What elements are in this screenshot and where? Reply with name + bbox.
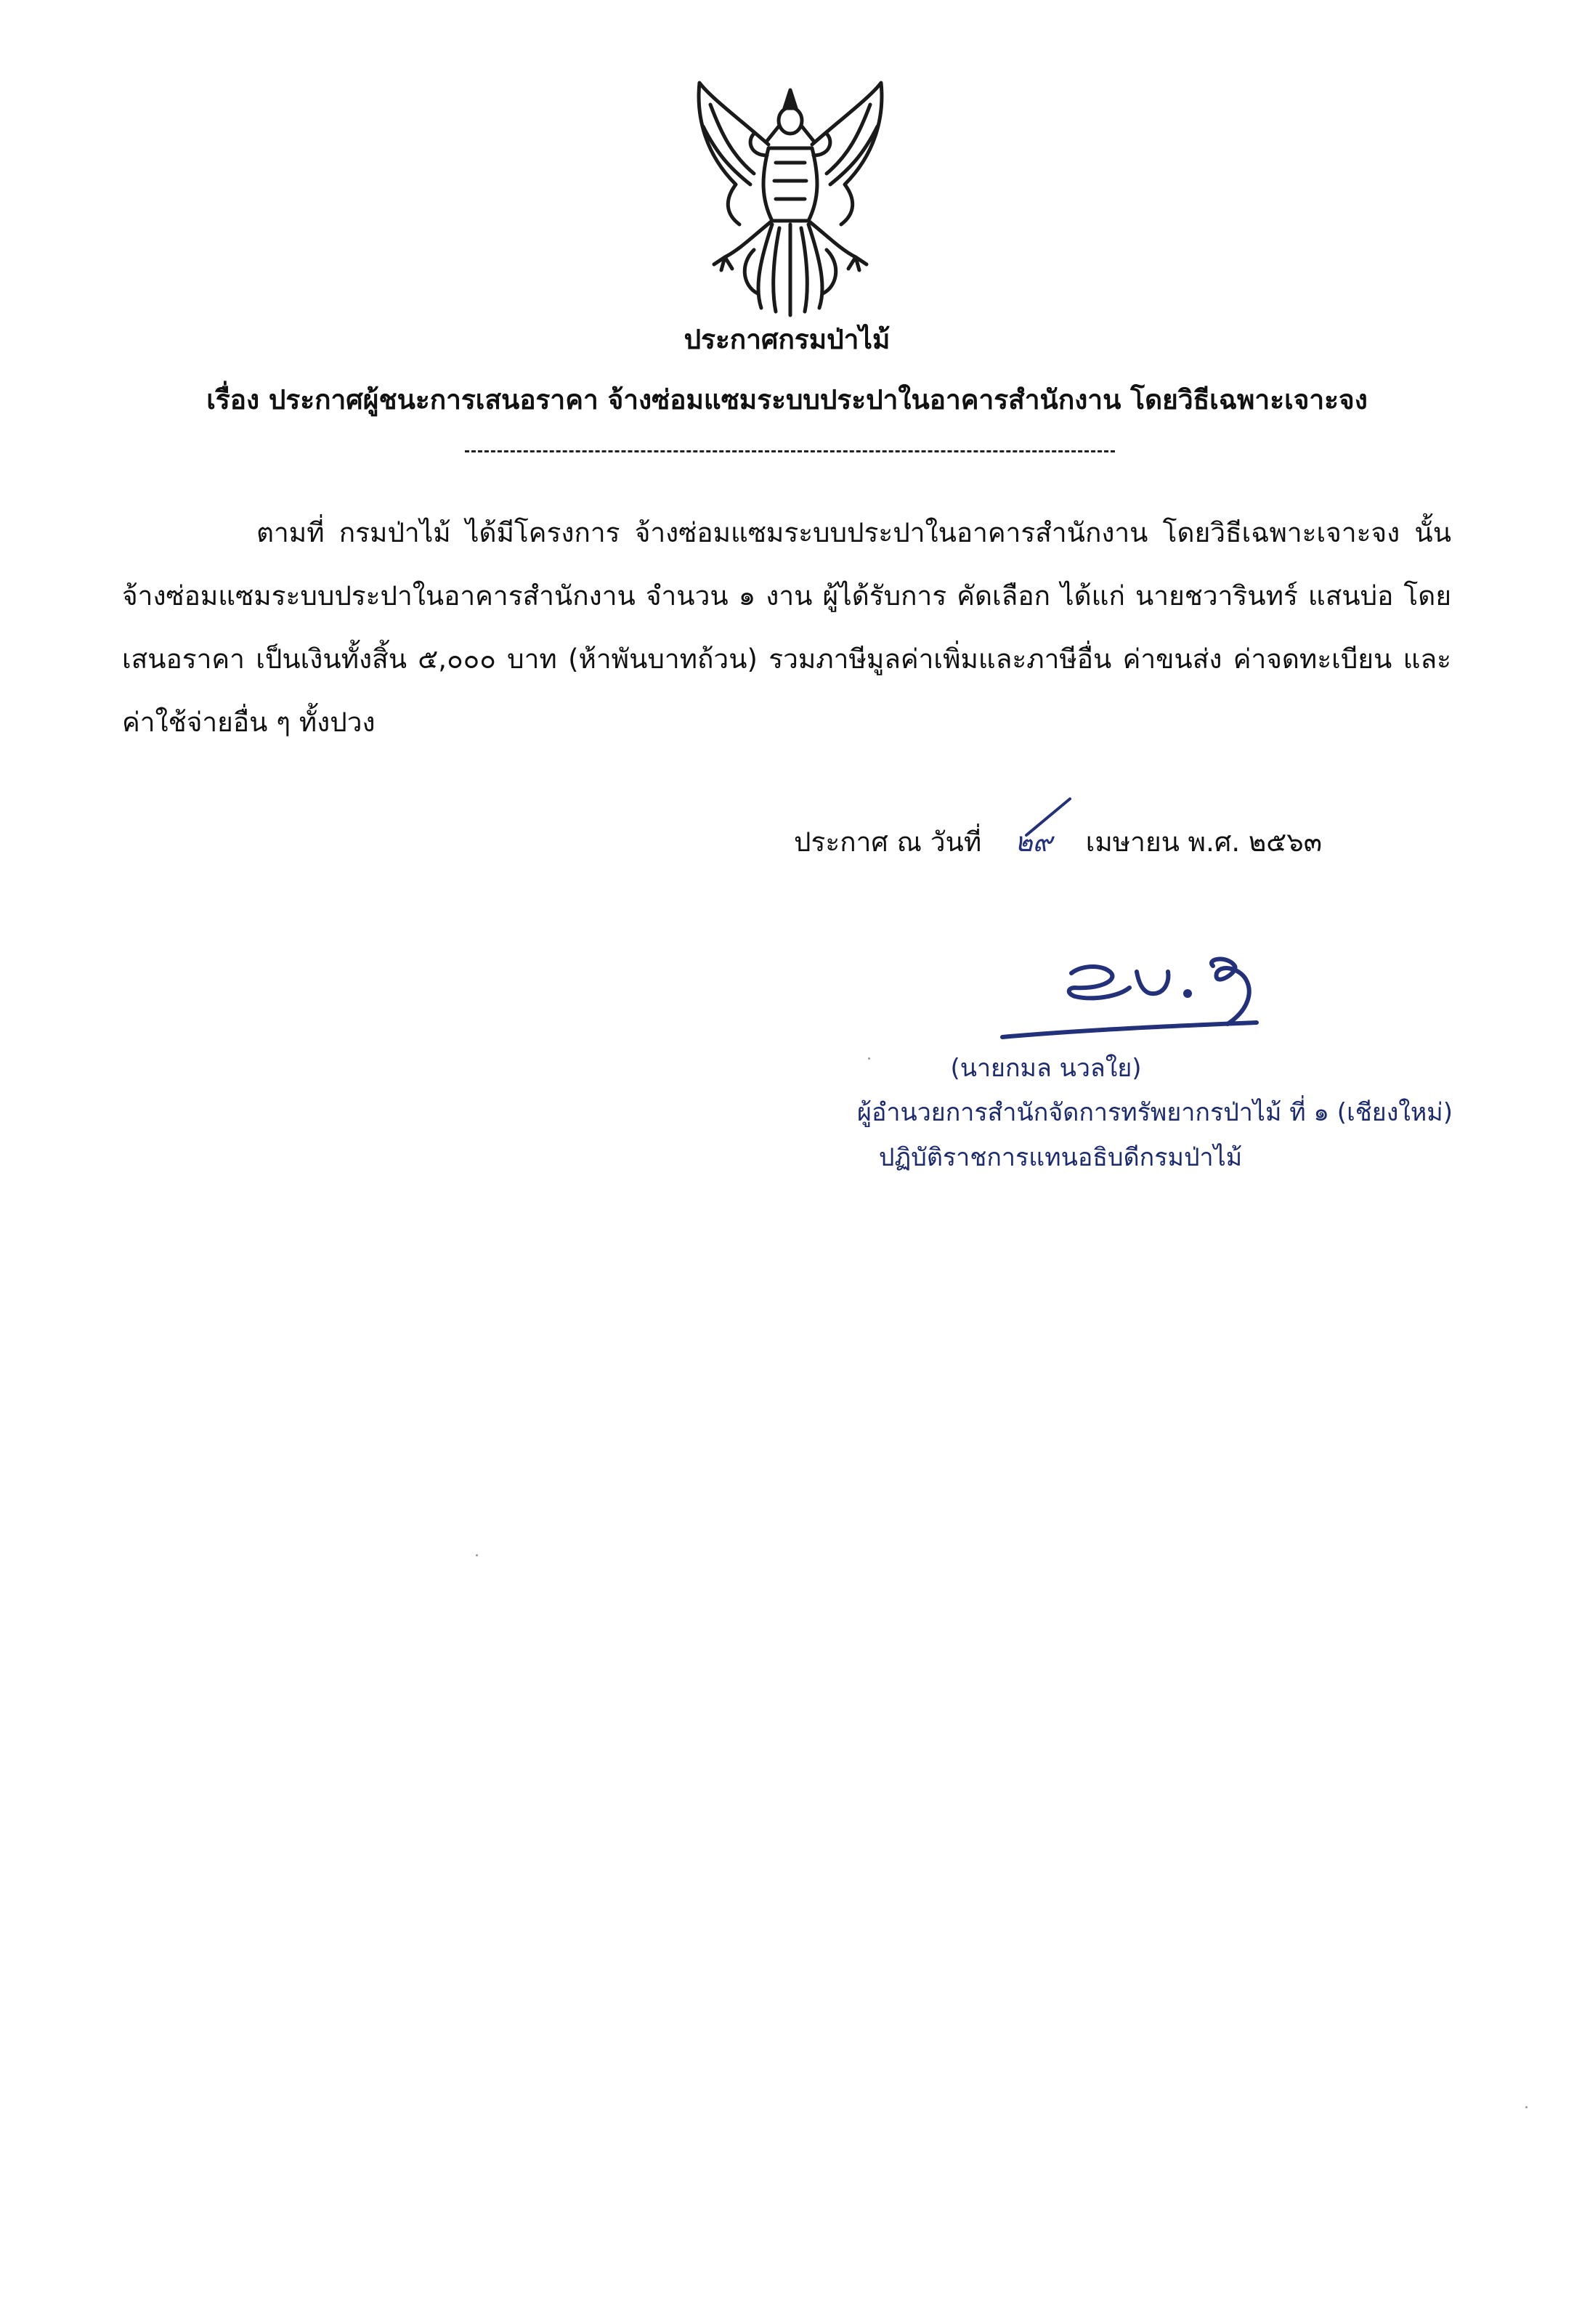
handwritten-check-icon (1019, 795, 1077, 861)
signatory-acting-for: ปฏิบัติราชการแทนอธิบดีกรมป่าไม้ (878, 1143, 1243, 1172)
scan-speck (1525, 2106, 1528, 2108)
scan-speck (476, 1554, 478, 1556)
date-day-wrap (990, 824, 1077, 861)
body-paragraph: ตามที่ กรมป่าไม้ ได้มีโครงการ จ้างซ่อมแซมระบบประปาในอาคารสำนักงาน โดยวิธีเฉพาะเจาะจง นั้น จ้างซ่อมแซมระบบประปาในอาคารสำนักงาน จำนวน ๑ งาน ผู้ได้รับการ คัดเลือก ได้แก่ นายชวารินทร์ แสนบ่อ โดยเสนอราคา เป็นเงินทั้งสิ้น ๕,๐๐๐ บาท (ห้าพันบาทถ้วน) รวมภาษีมูลค่าเพิ่มและภาษีอื่น ค่าขนส่ง ค่าจดทะเบียน และค่าใช้จ่ายอื่น ๆ ทั้งปวง (122, 517, 1451, 738)
date-month-year: เมษายน พ.ศ. ๒๕๖๓ (1085, 826, 1323, 858)
signatory-name: (นายกมล นวลใย) (950, 1054, 1142, 1083)
header-divider (465, 450, 1115, 452)
announcement-subject: เรื่อง ประกาศผู้ชนะการเสนอราคา จ้างซ่อมแซมระบบประปาในอาคารสำนักงาน โดยวิธีเฉพาะเจาะจง (206, 384, 1368, 415)
signatory-position: ผู้อำนวยการสำนักจัดการทรัพยากรป่าไม้ ที่ ๑ (เชียงใหม่) (857, 1098, 1453, 1127)
date-prefix: ประกาศ ณ วันที่ (794, 826, 982, 858)
scan-speck (868, 1057, 870, 1060)
handwritten-signature-icon (995, 944, 1300, 1060)
date-day: ๒๙ (1015, 826, 1052, 858)
garuda-emblem-icon (681, 76, 899, 322)
announcement-title: ประกาศกรมป่าไม้ (683, 324, 891, 355)
announcement-date (794, 824, 1322, 861)
body-paragraph-container (122, 501, 1451, 754)
